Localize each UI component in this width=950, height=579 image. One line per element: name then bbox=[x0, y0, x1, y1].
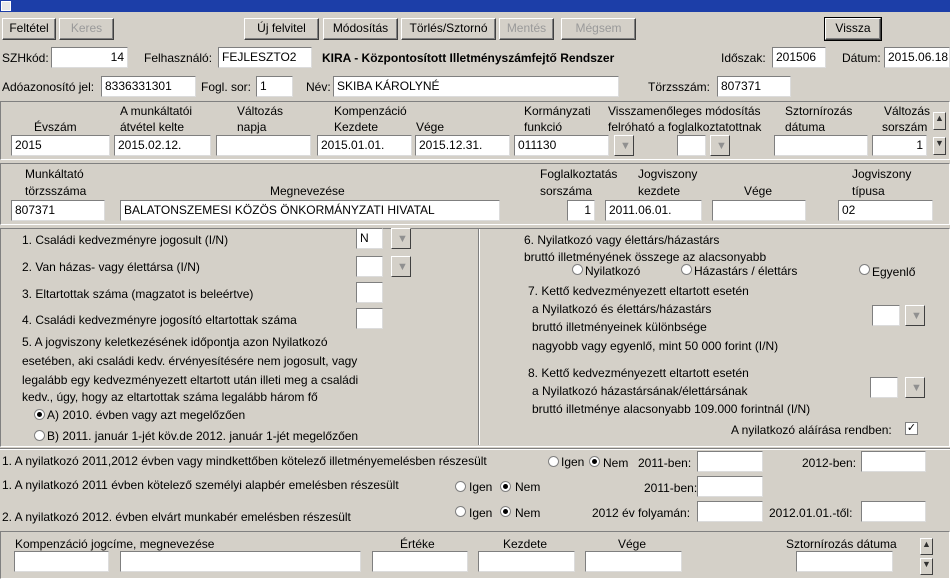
q4-label: 4. Családi kedvezményre jogosító eltartottak száma bbox=[22, 313, 297, 327]
uj-felvitel-button[interactable]: Új felvitel bbox=[244, 18, 319, 40]
b3-nem-label: Nem bbox=[515, 506, 541, 520]
q3-label: 3. Eltartottak száma (magzatot is beleértve) bbox=[22, 287, 254, 301]
sztornirozas-field[interactable] bbox=[774, 135, 868, 156]
q1-dropdown-button[interactable] bbox=[391, 228, 411, 249]
kompenzacio-label: Kompenzáció bbox=[334, 104, 407, 118]
komp-scroll-down-button[interactable]: ▼ bbox=[920, 558, 933, 575]
valtozas-sorszam-field[interactable]: 1 bbox=[872, 135, 927, 156]
atvetel-label-2: átvétel kelte bbox=[120, 120, 185, 134]
b3-2012-field[interactable] bbox=[697, 501, 763, 522]
sztornirozas-label-2: dátuma bbox=[785, 120, 826, 134]
torzsszam-label: Törzsszám: bbox=[648, 80, 711, 94]
atvetel-field[interactable]: 2015.02.12. bbox=[114, 135, 211, 156]
app-icon bbox=[1, 1, 11, 11]
nev-field[interactable]: SKIBA KÁROLYNÉ bbox=[333, 76, 619, 97]
visszamenoleges-dropdown-button[interactable] bbox=[710, 135, 730, 156]
b3-igen-radio[interactable] bbox=[455, 506, 466, 517]
q3-field[interactable] bbox=[356, 282, 383, 303]
q8-dropdown-button[interactable] bbox=[905, 377, 925, 398]
visszamenoleges-label-1: Visszamenőleges módosítás bbox=[608, 104, 761, 118]
fogl-sor-label: Fogl. sor: bbox=[201, 80, 252, 94]
q5-label-4: kedv., úgy, hogy az eltartottak száma legalább három fő bbox=[22, 390, 318, 404]
q8-label-1: 8. Kettő kedvezményezett eltartott esetén bbox=[528, 366, 749, 380]
b2-igen-label: Igen bbox=[469, 480, 493, 494]
arrow-down-icon: ▼ bbox=[397, 261, 408, 273]
vissza-button[interactable]: Vissza bbox=[825, 18, 881, 40]
jogviszony-tipusa-label-2: típusa bbox=[852, 184, 885, 198]
q6-hazastars-radio[interactable] bbox=[681, 264, 692, 275]
komp-vege-field[interactable] bbox=[585, 551, 682, 572]
valtozas-sorszam-label-1: Változás bbox=[884, 104, 931, 118]
atvetel-label-1: A munkáltatói bbox=[120, 104, 193, 118]
jogviszony-kezdete-label-2: kezdete bbox=[638, 184, 681, 198]
idoszak-field[interactable]: 201506 bbox=[772, 47, 826, 68]
bottom-divider bbox=[0, 448, 950, 450]
jogviszony-tipusa-label-1: Jogviszony bbox=[852, 167, 912, 181]
b1-2012-field[interactable] bbox=[861, 451, 926, 472]
torles-sztorno-button[interactable]: Törlés/Sztornó bbox=[401, 18, 496, 40]
q5-label-2: esetében, aki családi kedv. érvényesítésére nem jogosult, vagy bbox=[22, 354, 358, 368]
b2-nem-radio[interactable] bbox=[500, 481, 511, 492]
q5-option-b-radio[interactable] bbox=[34, 430, 45, 441]
kormanyzati-label-1: Kormányzati bbox=[524, 104, 591, 118]
q6-nyilatkozo-radio[interactable] bbox=[572, 264, 583, 275]
feltetel-button[interactable]: Feltétel bbox=[2, 18, 56, 40]
komp-vege-field[interactable]: 2015.12.31. bbox=[415, 135, 510, 156]
b1-2012-label: 2012-ben: bbox=[802, 456, 857, 470]
q6-egyenlo-radio[interactable] bbox=[859, 264, 870, 275]
b3-nem-radio[interactable] bbox=[500, 506, 511, 517]
arrow-down-icon: ▼ bbox=[397, 233, 408, 245]
q7-label-4: nagyobb vagy egyenlő, mint 50 000 forint (I/N) bbox=[532, 339, 779, 353]
arrow-down-icon: ▼ bbox=[620, 140, 631, 152]
kormanyzati-field[interactable]: 011130 bbox=[514, 135, 609, 156]
q1-label: 1. Családi kedvezményre jogosult (I/N) bbox=[22, 233, 229, 247]
declaration-divider bbox=[478, 229, 480, 445]
datum-field[interactable]: 2015.06.18 bbox=[884, 47, 950, 68]
b1-igen-label: Igen bbox=[561, 455, 585, 469]
komp-vege-label: Vége bbox=[618, 537, 647, 551]
jogviszony-tipusa-field[interactable]: 02 bbox=[838, 200, 933, 221]
komp-vege-label: Vége bbox=[416, 120, 445, 134]
felhasznalo-label: Felhasználó: bbox=[144, 51, 213, 65]
q7-field[interactable] bbox=[872, 305, 900, 326]
q6-label-1: 6. Nyilatkozó vagy élettárs/házastárs bbox=[524, 233, 720, 247]
adoazonosito-label: Adóazonosító jel: bbox=[2, 80, 95, 94]
komp-jogcim-label: Kompenzáció jogcíme, megnevezése bbox=[15, 537, 215, 551]
q2-dropdown-button[interactable] bbox=[391, 256, 411, 277]
nev-label: Név: bbox=[306, 80, 331, 94]
q5-label-3: legalább egy kedvezményezett eltartott után illeti meg a családi bbox=[22, 373, 359, 387]
valtozas-sorszam-label-2: sorszám bbox=[882, 120, 928, 134]
valtozas-napja-label-1: Változás bbox=[237, 104, 284, 118]
b3-igen-label: Igen bbox=[469, 506, 493, 520]
jogviszony-vege-field[interactable] bbox=[712, 200, 806, 221]
szhkod-field[interactable]: 14 bbox=[51, 47, 128, 68]
arrow-down-icon: ▼ bbox=[911, 382, 922, 394]
megnevezes-label: Megnevezése bbox=[270, 184, 345, 198]
alairas-checkbox[interactable]: ✓ bbox=[906, 422, 917, 434]
b1-igen-radio[interactable] bbox=[548, 456, 559, 467]
jogviszony-kezdete-field[interactable]: 2011.06.01. bbox=[605, 200, 702, 221]
jogviszony-kezdete-label-1: Jogviszony bbox=[638, 167, 698, 181]
q1-field[interactable]: N bbox=[356, 228, 383, 249]
komp-sztornirozas-field[interactable] bbox=[796, 551, 893, 572]
row1-scroll-up-button[interactable]: ▲ bbox=[933, 112, 946, 130]
felhasznalo-field[interactable]: FEJLESZTO2 bbox=[218, 47, 312, 68]
visszamenoleges-field[interactable] bbox=[677, 135, 706, 156]
keres-button[interactable]: Keres bbox=[59, 18, 114, 40]
munkaltato-field[interactable]: 807371 bbox=[11, 200, 105, 221]
row1-scroll-down-button[interactable]: ▼ bbox=[933, 137, 946, 155]
q7-dropdown-button[interactable] bbox=[905, 305, 925, 326]
fogl-sorszam-label-1: Foglalkoztatás bbox=[540, 167, 618, 181]
b3-2012-01-label: 2012.01.01.-től: bbox=[769, 506, 853, 520]
mentes-button[interactable]: Mentés bbox=[499, 18, 554, 40]
q5-option-a-radio[interactable] bbox=[34, 409, 45, 420]
b1-2011-field[interactable] bbox=[697, 451, 763, 472]
megnevezes-field[interactable]: BALATONSZEMESI KÖZÖS ÖNKORMÁNYZATI HIVATAL bbox=[120, 200, 500, 221]
q8-label-2: a Nyilatkozó házastársának/élettársának bbox=[532, 384, 748, 398]
visszamenoleges-label-2: felróható a foglalkoztatottnak bbox=[608, 120, 762, 134]
b3-2012-01-field[interactable] bbox=[861, 501, 926, 522]
komp-kezdete-label: Kezdete bbox=[503, 537, 548, 551]
b1-nem-label: Nem bbox=[603, 456, 629, 470]
q2-label: 2. Van házas- vagy élettársa (I/N) bbox=[22, 260, 200, 274]
evszam-field[interactable]: 2015 bbox=[11, 135, 110, 156]
komp-erteke-field[interactable] bbox=[372, 551, 468, 572]
komp-kezdete-field[interactable]: 2015.01.01. bbox=[317, 135, 412, 156]
b2-label: 1. A nyilatkozó 2011 évben kötelező személyi alapbér emelésben részesült bbox=[2, 478, 399, 492]
fogl-sorszam-field[interactable]: 1 bbox=[567, 200, 595, 221]
b1-2011-label: 2011-ben: bbox=[638, 456, 692, 470]
komp-jogcim-code-field[interactable] bbox=[14, 551, 109, 572]
fogl-sorszam-label-2: sorszáma bbox=[540, 184, 593, 198]
megsem-button[interactable]: Mégsem bbox=[561, 18, 636, 40]
valtozas-napja-label-2: napja bbox=[237, 120, 267, 134]
adoazonosito-field[interactable]: 8336331301 bbox=[101, 76, 196, 97]
window-titlebar bbox=[0, 0, 950, 12]
komp-kezdete-label: Kezdete bbox=[334, 120, 379, 134]
b1-label: 1. A nyilatkozó 2011,2012 évben vagy mindkettőben kötelező illetményemelésben részesült bbox=[2, 454, 487, 468]
q6-label-2: bruttó illetményének összege az alacsonyabb bbox=[524, 250, 767, 264]
b1-nem-radio[interactable] bbox=[589, 456, 600, 467]
komp-scroll-up-button[interactable]: ▲ bbox=[920, 538, 933, 555]
b2-nem-label: Nem bbox=[515, 480, 541, 494]
komp-erteke-label: Értéke bbox=[400, 537, 435, 551]
q6-hazastars-label: Házastárs / élettárs bbox=[694, 264, 798, 278]
q7-label-1: 7. Kettő kedvezményezett eltartott esetén bbox=[528, 284, 749, 298]
b2-2011-field[interactable] bbox=[697, 476, 763, 497]
b2-igen-radio[interactable] bbox=[455, 481, 466, 492]
kormanyzati-label-2: funkció bbox=[524, 120, 563, 134]
q6-nyilatkozo-label: Nyilatkozó bbox=[585, 264, 641, 278]
b3-label: 2. A nyilatkozó 2012. évben elvárt munkabér emelésben részesült bbox=[2, 510, 351, 524]
arrow-down-icon: ▼ bbox=[911, 310, 922, 322]
q5-option-b-label: B) 2011. január 1-jét köv.de 2012. január 1-jét megelőzően bbox=[47, 429, 359, 443]
alairas-label: A nyilatkozó aláírása rendben: bbox=[731, 423, 892, 437]
q5-option-a-label: A) 2010. évben vagy azt megelőzően bbox=[47, 408, 246, 422]
munkaltato-label-2: törzsszáma bbox=[25, 184, 87, 198]
q8-label-3: bruttó illetménye alacsonyabb 109.000 forintnál (I/N) bbox=[532, 402, 811, 416]
komp-kezdete-field[interactable] bbox=[478, 551, 575, 572]
modositas-button[interactable]: Módosítás bbox=[323, 18, 398, 40]
q7-label-3: bruttó illetményeinek különbsége bbox=[532, 320, 707, 334]
szhkod-label: SZHkód: bbox=[2, 51, 49, 65]
fogl-sor-field[interactable]: 1 bbox=[256, 76, 293, 97]
sztornirozas-label-1: Sztornírozás bbox=[785, 104, 853, 118]
evszam-label: Évszám bbox=[34, 120, 77, 134]
jogviszony-vege-label: Vége bbox=[744, 184, 773, 198]
q5-label-1: 5. A jogviszony keletkezésének időpontja azon Nyilatkozó bbox=[22, 335, 328, 349]
q6-egyenlo-label: Egyenlő bbox=[872, 265, 916, 279]
q7-label-2: a Nyilatkozó és élettárs/házastárs bbox=[532, 302, 712, 316]
b2-2011-label: 2011-ben: bbox=[644, 481, 698, 495]
datum-label: Dátum: bbox=[842, 51, 881, 65]
q8-field[interactable] bbox=[870, 377, 898, 398]
valtozas-napja-field[interactable] bbox=[216, 135, 311, 156]
torzsszam-field[interactable]: 807371 bbox=[717, 76, 791, 97]
munkaltato-label-1: Munkáltató bbox=[25, 167, 84, 181]
q4-field[interactable] bbox=[356, 308, 383, 329]
idoszak-label: Időszak: bbox=[721, 51, 766, 65]
komp-jogcim-name-field[interactable] bbox=[120, 551, 361, 572]
komp-sztornirozas-label: Sztornírozás dátuma bbox=[786, 537, 897, 551]
b3-2012-label: 2012 év folyamán: bbox=[592, 506, 691, 520]
q2-field[interactable] bbox=[356, 256, 383, 277]
system-title: KIRA - Központosított Illetményszámfejtő Rendszer bbox=[322, 51, 615, 65]
kormanyzati-dropdown-button[interactable] bbox=[614, 135, 634, 156]
arrow-down-icon: ▼ bbox=[716, 140, 727, 152]
